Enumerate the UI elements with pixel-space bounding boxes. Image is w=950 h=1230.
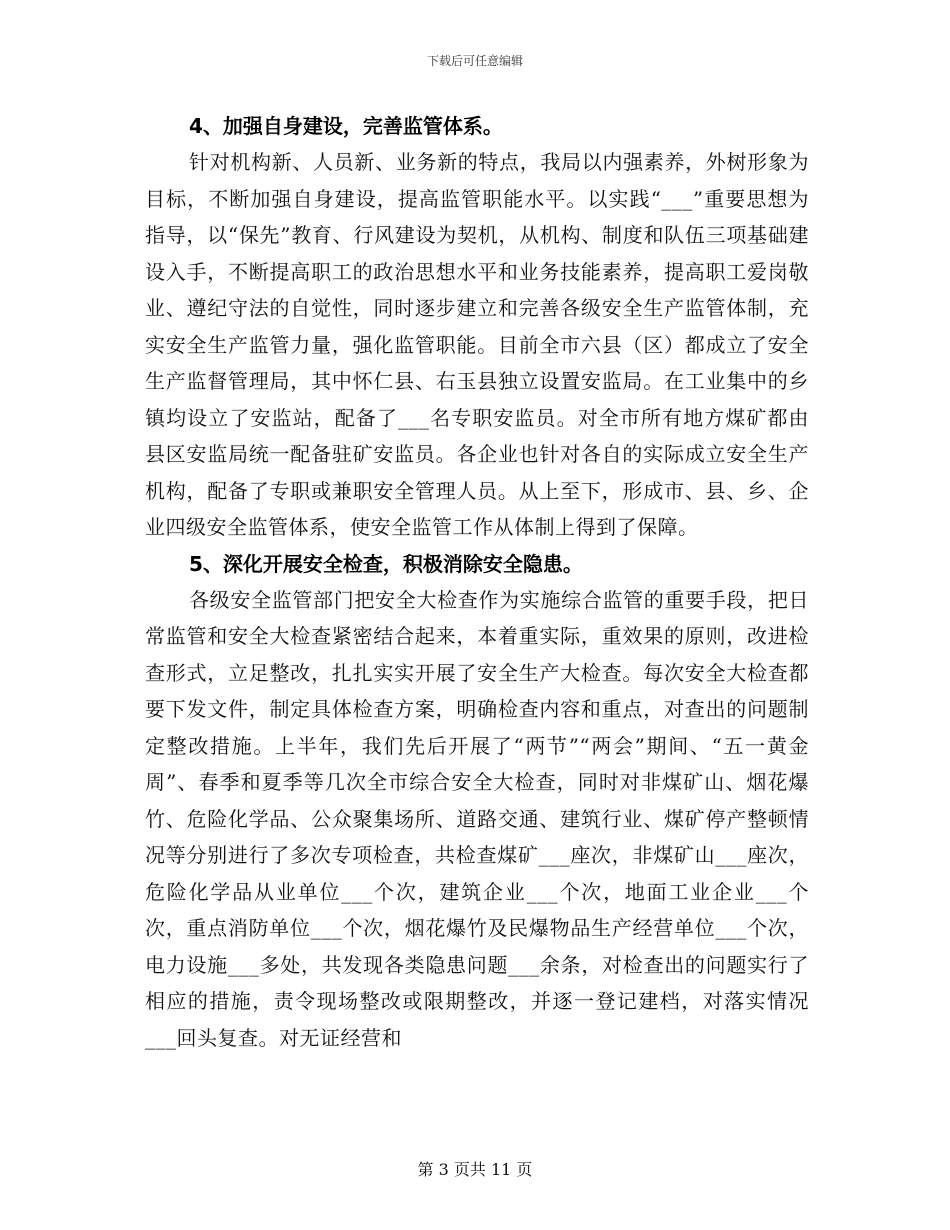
section-4 [145,108,809,546]
section-paragraph: 针对机构新、人员新、业务新的特点，我局以内强素养，外树形象为目标，不断加强自身建设，提高监管职能水平。以实践“___”重要思想为指导，以“保先”教育、行风建设为契机，从机构、制度和队伍三项基础建设入手，不断提高职工的政治思想水平和业务技能素养，提高职工爱岗敬业、遵纪守法的自觉性，同时逐步建立和完善各级安全生产监管体制，充实安全生产监管力量，强化监管职能。目前全市六县（区）都成立了安全生产监督管理局，其中怀仁县、右玉县独立设置安监局。在工业集中的乡镇均设立了安监站，配备了___名专职安监员。对全市所有地方煤矿都由县区安监局统一配备驻矿安监员。各企业也针对各自的实际成立安全生产机构，配备了专职或兼职安全管理人员。从上至下，形成市、县、乡、企业四级安全监管体系，使安全监管工作从体制上得到了保障。 [145,150,809,539]
document-body [145,108,809,1056]
section-heading: 4、加强自身建设，完善监管体系。 [189,114,503,138]
section-paragraph: 各级安全监管部门把安全大检查作为实施综合监管的重要手段，把日常监管和安全大检查紧密结合起来，本着重实际，重效果的原则，改进检查形式，立足整改，扎扎实实开展了安全生产大检查。每次安全大检查都要下发文件，制定具体检查方案，明确检查内容和重点，对查出的问题制定整改措施。上半年，我们先后开展了“两节”“两会”期间、“五一黄金周”、春季和夏季等几次全市综合安全大检查，同时对非煤矿山、烟花爆竹、危险化学品、公众聚集场所、道路交通、建筑行业、煤矿停产整顿情况等分别进行了多次专项检查，共检查煤矿___座次，非煤矿山___座次，危险化学品从业单位___个次，建筑企业___个次，地面工业企业___个次，重点消防单位___个次，烟花爆竹及民爆物品生产经营单位___个次，电力设施___多处，共发现各类隐患问题___余条，对检查出的问题实行了相应的措施，责令现场整改或限期整改，并逐一登记建档，对落实情况___回头复查。对无证经营和 [145,587,809,1050]
section-heading: 5、深化开展安全检查，积极消除安全隐患。 [189,551,583,576]
page-header: 下载后可任意编辑 [426,54,523,68]
page-footer: 第 3 页共 11 页 [417,1160,533,1179]
section-5 [145,546,809,1057]
